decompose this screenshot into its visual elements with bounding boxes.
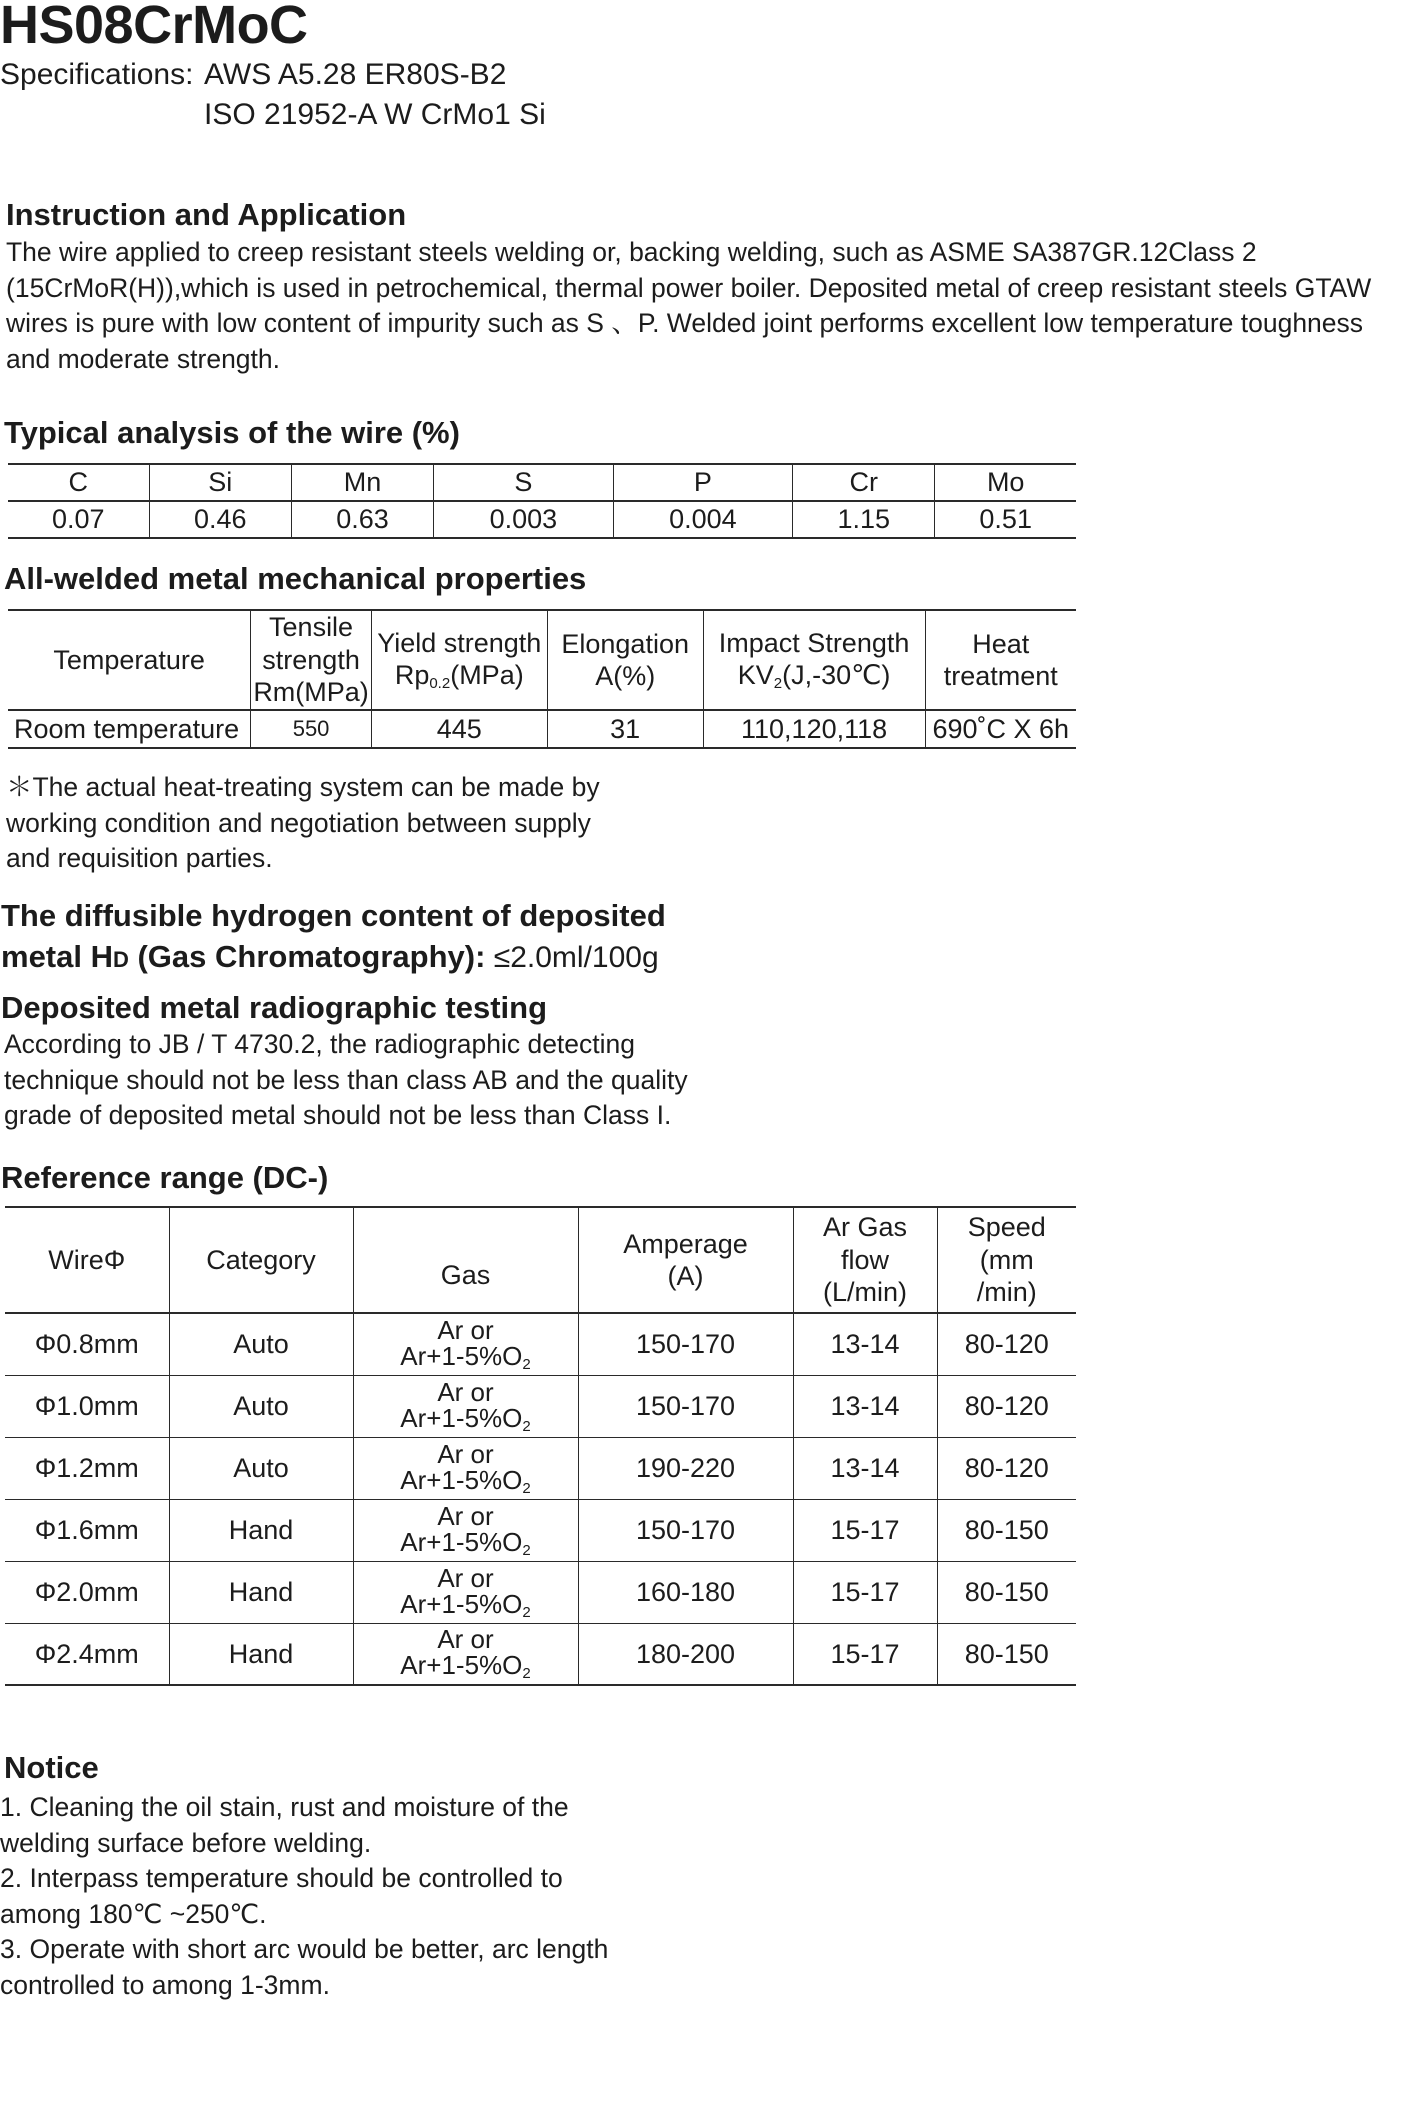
cell-amperage: 150-170 [578,1375,793,1437]
header-amperage [578,1207,793,1313]
header-impact [703,610,925,710]
table-header-row [5,1207,1076,1313]
cell-category: Hand [169,1623,353,1685]
cell-category: Auto [169,1313,353,1375]
element-p: P [613,464,792,501]
header-gas: Gas [353,1207,578,1313]
cell-gas [353,1437,578,1499]
value-mo: 0.51 [935,501,1076,538]
cell-flow: 15-17 [793,1499,937,1561]
table-row [5,1437,1076,1499]
cell-gas [353,1313,578,1375]
table-row [5,1623,1076,1685]
cell-flow: 15-17 [793,1561,937,1623]
cell-category: Auto [169,1375,353,1437]
header-impact-unit [706,659,923,693]
cell-speed: 80-120 [937,1375,1076,1437]
cell-wire: Φ0.8mm [5,1313,169,1375]
cell-wire: Φ1.2mm [5,1437,169,1499]
gas-mix-sub: 2 [522,1541,531,1559]
gas-mix-sub: 2 [522,1603,531,1621]
cell-speed: 80-150 [937,1561,1076,1623]
row-heat: 690˚C X 6h [925,710,1076,748]
instruction-line: wires is pure with low content of impurity such as S 、P. Welded joint performs excellent low temperature toughness [6,308,1364,338]
table-row [5,1561,1076,1623]
header-flow-line: (L/min) [822,1277,907,1308]
gas-mix-text: Ar+1-5%O [400,1340,523,1371]
header-yield-symbol: Rp [394,660,430,691]
hydrogen-heading-sub: D [112,947,129,972]
reference-table [5,1206,1076,1686]
table-row [8,501,1076,538]
row-temperature: Room temperature [14,713,240,744]
gas-mix [356,1340,576,1373]
cell-gas [353,1499,578,1561]
notice-list [0,1790,700,2003]
header-amperage-line: Amperage [623,1228,748,1259]
header-elongation [547,610,703,710]
cell-flow: 13-14 [793,1437,937,1499]
gas-mix [356,1402,576,1435]
reference-heading: Reference range (DC-) [1,1160,329,1195]
mechanical-heading: All-welded metal mechanical properties [4,561,587,596]
radiographic-line: technique should not be less than class AB and the quality [4,1064,688,1095]
instruction-line: The wire applied to creep resistant steels welding or, backing welding, such as ASME SA387GR.12Class 2 [6,237,1257,267]
cell-gas [353,1561,578,1623]
gas-mix-sub: 2 [522,1479,531,1497]
value-p: 0.004 [613,501,792,538]
spec-iso: ISO 21952-A W CrMo1 Si [204,98,546,131]
value-si: 0.46 [149,501,291,538]
cell-wire: Φ1.0mm [5,1375,169,1437]
cell-speed: 80-120 [937,1437,1076,1499]
page-title: HS08CrMoC [0,0,308,55]
header-impact-symbol: KV [737,660,774,691]
hydrogen-heading-mid: (Gas Chromatography): [128,939,486,974]
gas-mix [356,1652,576,1681]
header-flow [793,1207,937,1313]
heat-treatment-note [6,770,706,877]
typical-analysis-table [8,463,1076,539]
radiographic-line: grade of deposited metal should not be less than Class I. [4,1100,672,1130]
radiographic-text [4,1027,724,1134]
gas-mix-text: Ar+1-5%O [400,1464,523,1495]
gas-mix-sub: 2 [522,1355,531,1373]
header-heat-line: Heat [972,628,1030,659]
header-yield [371,610,547,710]
header-tensile-line: Tensile [269,612,354,643]
value-s: 0.003 [434,501,613,538]
cell-speed: 80-150 [937,1623,1076,1685]
header-elongation-line: A(%) [595,661,656,691]
radiographic-line: According to JB / T 4730.2, the radiographic detecting [4,1029,636,1059]
header-impact-line: Impact Strength [718,627,910,658]
spec-aws: AWS A5.28 ER80S-B2 [204,58,507,91]
header-elongation-line: Elongation [561,628,689,659]
typical-analysis-heading: Typical analysis of the wire (%) [4,415,460,450]
spec-label: Specifications: [0,58,194,91]
element-mn: Mn [291,464,433,501]
header-heat-line: treatment [943,661,1058,691]
gas-mix [356,1588,576,1621]
cell-wire: Φ2.0mm [5,1561,169,1623]
gas-mix-sub: 2 [522,1665,531,1683]
gas-line: Ar or [437,1562,494,1593]
cell-category: Hand [169,1561,353,1623]
hydrogen-heading-prefix: metal H [1,939,113,974]
header-speed-line: (mm [979,1244,1034,1275]
header-heat [925,610,1076,710]
gas-line: Ar or [437,1624,494,1655]
row-tensile: 550 [251,710,372,748]
header-speed-line: Speed [967,1212,1046,1243]
cell-amperage: 150-170 [578,1313,793,1375]
cell-speed: 80-150 [937,1499,1076,1561]
header-tensile [251,610,372,710]
mechanical-table [8,609,1076,749]
element-cr: Cr [793,464,935,501]
row-impact: 110,120,118 [703,710,925,748]
note-line: and requisition parties. [6,843,273,873]
gas-mix-text: Ar+1-5%O [400,1402,523,1433]
gas-mix-text: Ar+1-5%O [400,1526,523,1557]
row-elongation: 31 [547,710,703,748]
table-header-row [8,464,1076,501]
cell-amperage: 150-170 [578,1499,793,1561]
table-header-row [8,610,1076,710]
element-mo: Mo [935,464,1076,501]
header-impact-cond: (J,-30℃) [782,660,891,691]
cell-gas [353,1623,578,1685]
gas-line: Ar or [437,1376,494,1407]
header-wire: WireΦ [5,1207,169,1313]
cell-amperage: 190-220 [578,1437,793,1499]
header-impact-sub: 2 [773,675,783,693]
element-c: C [8,464,149,501]
gas-mix-sub: 2 [522,1417,531,1435]
table-row [5,1499,1076,1561]
header-yield-sub: 0.2 [429,675,451,693]
header-speed [937,1207,1076,1313]
hydrogen-section [1,895,666,980]
notice-line: 2. Interpass temperature should be controlled to [0,1863,563,1893]
gas-mix-text: Ar+1-5%O [400,1650,523,1681]
header-tensile-line: Rm(MPa) [253,677,369,708]
gas-mix [356,1464,576,1497]
table-row [8,710,1076,748]
cell-gas [353,1375,578,1437]
cell-category: Hand [169,1499,353,1561]
notice-heading: Notice [4,1750,99,1785]
header-yield-line: Yield strength [377,627,542,658]
gas-mix [356,1526,576,1559]
cell-amperage: 180-200 [578,1623,793,1685]
cell-flow: 13-14 [793,1313,937,1375]
notice-line: 3. Operate with short arc would be better, arc length [0,1934,609,1964]
cell-wire: Φ1.6mm [5,1499,169,1561]
cell-flow: 15-17 [793,1623,937,1685]
header-yield-unit [374,659,545,693]
cell-category: Auto [169,1437,353,1499]
gas-mix-text: Ar+1-5%O [400,1588,523,1619]
instruction-heading: Instruction and Application [6,197,407,232]
notice-line: 1. Cleaning the oil stain, rust and moisture of the [0,1792,569,1822]
element-s: S [434,464,613,501]
instruction-line: (15CrMoR(H)),which is used in petrochemical, thermal power boiler. Deposited metal of creep resistant steels GTAW [6,272,1372,303]
value-cr: 1.15 [793,501,935,538]
cell-amperage: 160-180 [578,1561,793,1623]
row-yield: 445 [371,710,547,748]
header-temperature: Temperature [8,610,251,710]
table-row [5,1375,1076,1437]
hydrogen-heading-line: The diffusible hydrogen content of deposited [1,898,666,933]
element-si: Si [149,464,291,501]
instruction-text [6,235,1416,377]
gas-line: Ar or [437,1438,494,1469]
header-flow-line: flow [840,1244,889,1275]
notice-line: welding surface before welding. [0,1827,372,1858]
header-category: Category [169,1207,353,1313]
gas-line: Ar or [437,1314,494,1345]
table-row [5,1313,1076,1375]
cell-speed: 80-120 [937,1313,1076,1375]
header-speed-line: /min) [976,1277,1037,1308]
hydrogen-value: ≤2.0ml/100g [485,941,659,974]
cell-flow: 13-14 [793,1375,937,1437]
header-amperage-line: (A) [667,1261,704,1291]
notice-line: among 180℃ ~250℃. [0,1898,267,1929]
notice-line: controlled to among 1-3mm. [0,1969,330,2000]
note-line: working condition and negotiation between supply [6,807,591,838]
header-flow-line: Ar Gas [822,1212,908,1243]
instruction-line: and moderate strength. [6,343,281,374]
header-yield-mpa: (MPa) [450,660,524,691]
gas-line: Ar or [437,1500,494,1531]
value-c: 0.07 [52,504,105,535]
note-line: ＊The actual heat-treating system can be made by [6,772,600,802]
cell-wire: Φ2.4mm [34,1638,139,1669]
header-tensile-line: strength [262,644,360,675]
radiographic-heading: Deposited metal radiographic testing [1,990,548,1025]
value-mn: 0.63 [291,501,433,538]
